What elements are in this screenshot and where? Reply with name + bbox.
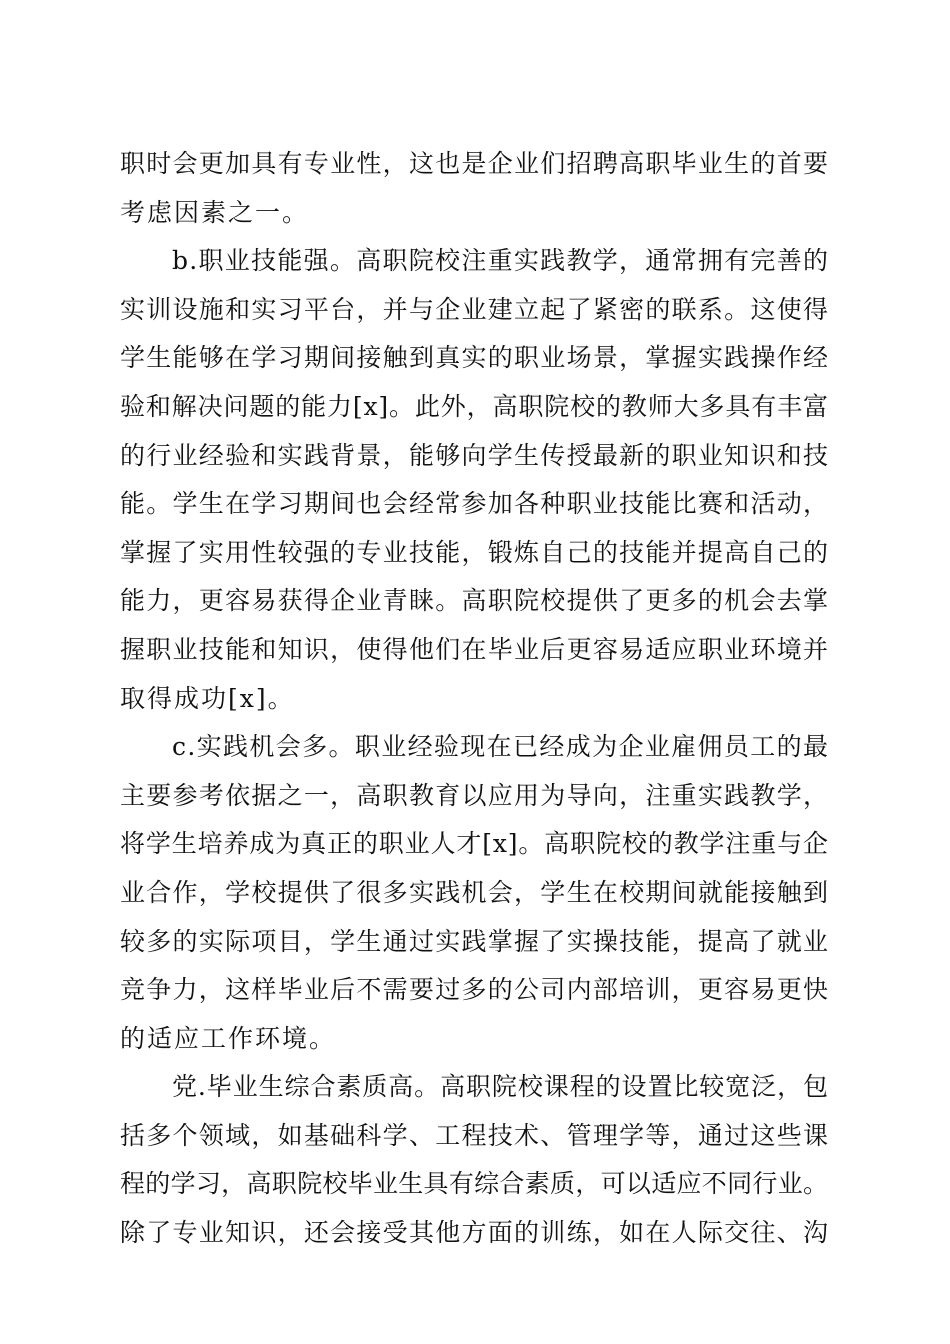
- text-line: 考虑因素之一。: [120, 197, 310, 227]
- text-line: 握职业技能和知识，使得他们在毕业后更容易适应职业环境并: [120, 634, 830, 664]
- paragraph-first-line: 党.毕业生综合素质高。高职院校课程的设置比较宽泛，包: [172, 1072, 829, 1102]
- text-line: 竞争力，这样毕业后不需要过多的公司内部培训，更容易更快: [120, 975, 830, 1005]
- text-line: 掌握了实用性较强的专业技能，锻炼自己的技能并提高自己的: [120, 537, 830, 567]
- paragraph-first-line: b.职业技能强。高职院校注重实践教学，通常拥有完善的: [172, 246, 830, 276]
- text-line: 括多个领域，如基础科学、工程技术、管理学等，通过这些课: [120, 1120, 830, 1150]
- text-line: 学生能够在学习期间接触到真实的职业场景，掌握实践操作经: [120, 343, 830, 373]
- text-line: 将学生培养成为真正的职业人才[x]。高职院校的教学注重与企: [120, 829, 829, 859]
- text-line: 的适应工作环境。: [120, 1023, 337, 1053]
- text-line: 业合作，学校提供了很多实践机会，学生在校期间就能接触到: [120, 877, 830, 907]
- text-line: 取得成功[x]。: [120, 683, 295, 713]
- text-line: 主要参考依据之一，高职教育以应用为导向，注重实践教学，: [120, 780, 830, 810]
- text-line: 验和解决问题的能力[x]。此外，高职院校的教师大多具有丰富: [120, 391, 829, 421]
- text-line: 较多的实际项目，学生通过实践掌握了实操技能，提高了就业: [120, 926, 830, 956]
- text-line: 能力，更容易获得企业青睐。高职院校提供了更多的机会去掌: [120, 586, 830, 616]
- text-line: 除了专业知识，还会接受其他方面的训练，如在人际交往、沟: [120, 1218, 830, 1248]
- text-line: 职时会更加具有专业性，这也是企业们招聘高职毕业生的首要: [120, 149, 830, 178]
- text-line: 的行业经验和实践背景，能够向学生传授最新的职业知识和技: [120, 440, 830, 470]
- text-line: 实训设施和实习平台，并与企业建立起了紧密的联系。这使得: [120, 294, 830, 324]
- text-line: 程的学习，高职院校毕业生具有综合素质，可以适应不同行业。: [120, 1169, 829, 1199]
- text-line: 能。学生在学习期间也会经常参加各种职业技能比赛和活动，: [120, 489, 830, 519]
- body-text: [120, 140, 830, 1258]
- paragraph-first-line: c.实践机会多。职业经验现在已经成为企业雇佣员工的最: [172, 732, 830, 762]
